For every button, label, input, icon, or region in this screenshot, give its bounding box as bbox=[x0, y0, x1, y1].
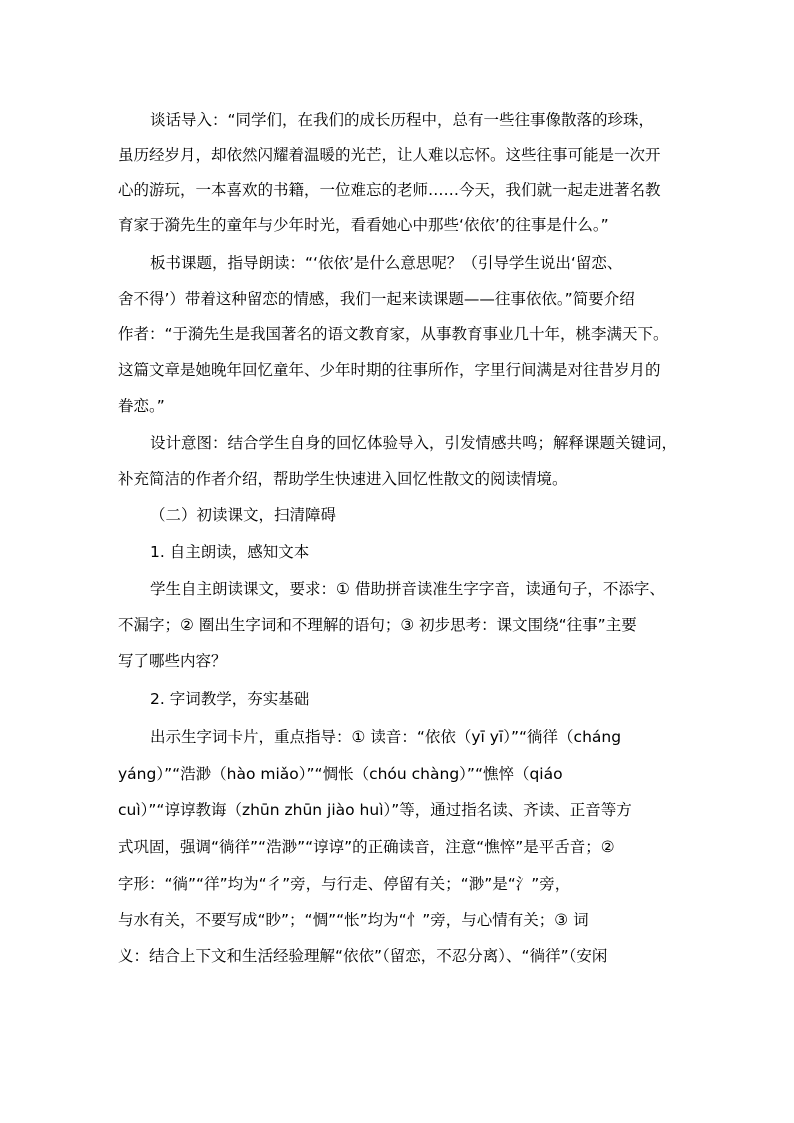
paragraph-reading-line: 不漏字；② 圈出生字词和不理解的语句；③ 初步思考：课文围绕“往事”主要 bbox=[118, 616, 637, 634]
paragraph-intro-line: 心的游玩，一本喜欢的书籍，一位难忘的老师……今天，我们就一起走进著名教 bbox=[118, 181, 661, 199]
paragraph-intro-line: 虽历经岁月，却依然闪耀着温暖的光芒，让人难以忘怀。这些往事可能是一次开 bbox=[118, 146, 661, 164]
paragraph-vocab-line: 出示生字词卡片，重点指导：① 读音：“依依（yī yī）”“徜徉（cháng bbox=[150, 728, 622, 746]
paragraph-vocab-line: 字形：“徜”“徉”均为“彳”旁，与行走、停留有关；“渺”是“氵”旁， bbox=[118, 875, 571, 893]
subsection-heading: 2. 字词教学，夯实基础 bbox=[150, 690, 310, 708]
paragraph-vocab-line: yáng）”“浩渺（hào miǎo）”“惆怅（chóu chàng）”“憔悴（qiáo bbox=[118, 765, 563, 783]
paragraph-design-line: 设计意图：结合学生自身的回忆体验导入，引发情感共鸣；解释课题关键词， bbox=[150, 434, 678, 452]
subsection-heading: 1. 自主朗读，感知文本 bbox=[150, 543, 310, 561]
paragraph-title-line: 这篇文章是她晚年回忆童年、少年时期的往事所作，字里行间满是对往昔岁月的 bbox=[118, 361, 661, 379]
paragraph-vocab-line: cuì）”“谆谆教诲（zhūn zhūn jiào huì）”等，通过指名读、齐读、正音等方 bbox=[118, 801, 632, 819]
paragraph-vocab-line: 义：结合上下文和生活经验理解“依依”（留恋，不忍分离）、“徜徉”（安闲 bbox=[118, 947, 608, 965]
paragraph-title-line: 眷恋。” bbox=[118, 397, 165, 415]
paragraph-design-line: 补充简洁的作者介绍，帮助学生快速进入回忆性散文的阅读情境。 bbox=[118, 470, 568, 488]
paragraph-intro-line: 育家于漪先生的童年与少年时光，看看她心中那些‘依依’的往事是什么。” bbox=[118, 216, 609, 234]
paragraph-vocab-line: 与水有关，不要写成“眇”；“惆”“怅”均为“忄”旁，与心情有关；③ 词 bbox=[118, 911, 589, 929]
paragraph-intro-line: 谈话导入：“同学们，在我们的成长历程中，总有一些往事像散落的珍珠， bbox=[150, 111, 655, 129]
section-heading: （二）初读课文，扫清障碍 bbox=[150, 506, 337, 524]
paragraph-title-line: 作者：“于漪先生是我国著名的语文教育家，从事教育事业几十年，桃李满天下。 bbox=[118, 325, 669, 343]
paragraph-reading-line: 写了哪些内容？ bbox=[118, 652, 227, 670]
paragraph-title-line: 舍不得’）带着这种留恋的情感，我们一起来读课题——往事依依。”简要介绍 bbox=[118, 290, 635, 308]
paragraph-reading-line: 学生自主朗读课文，要求：① 借助拼音读准生字字音，读通句子，不添字、 bbox=[150, 580, 665, 598]
paragraph-vocab-line: 式巩固，强调“徜徉”“浩渺”“谆谆”的正确读音，注意“憔悴”是平舌音；② bbox=[118, 838, 615, 856]
paragraph-title-line: 板书课题，指导朗读：“‘依依’是什么意思呢？（引导学生说出‘留恋、 bbox=[150, 254, 623, 272]
